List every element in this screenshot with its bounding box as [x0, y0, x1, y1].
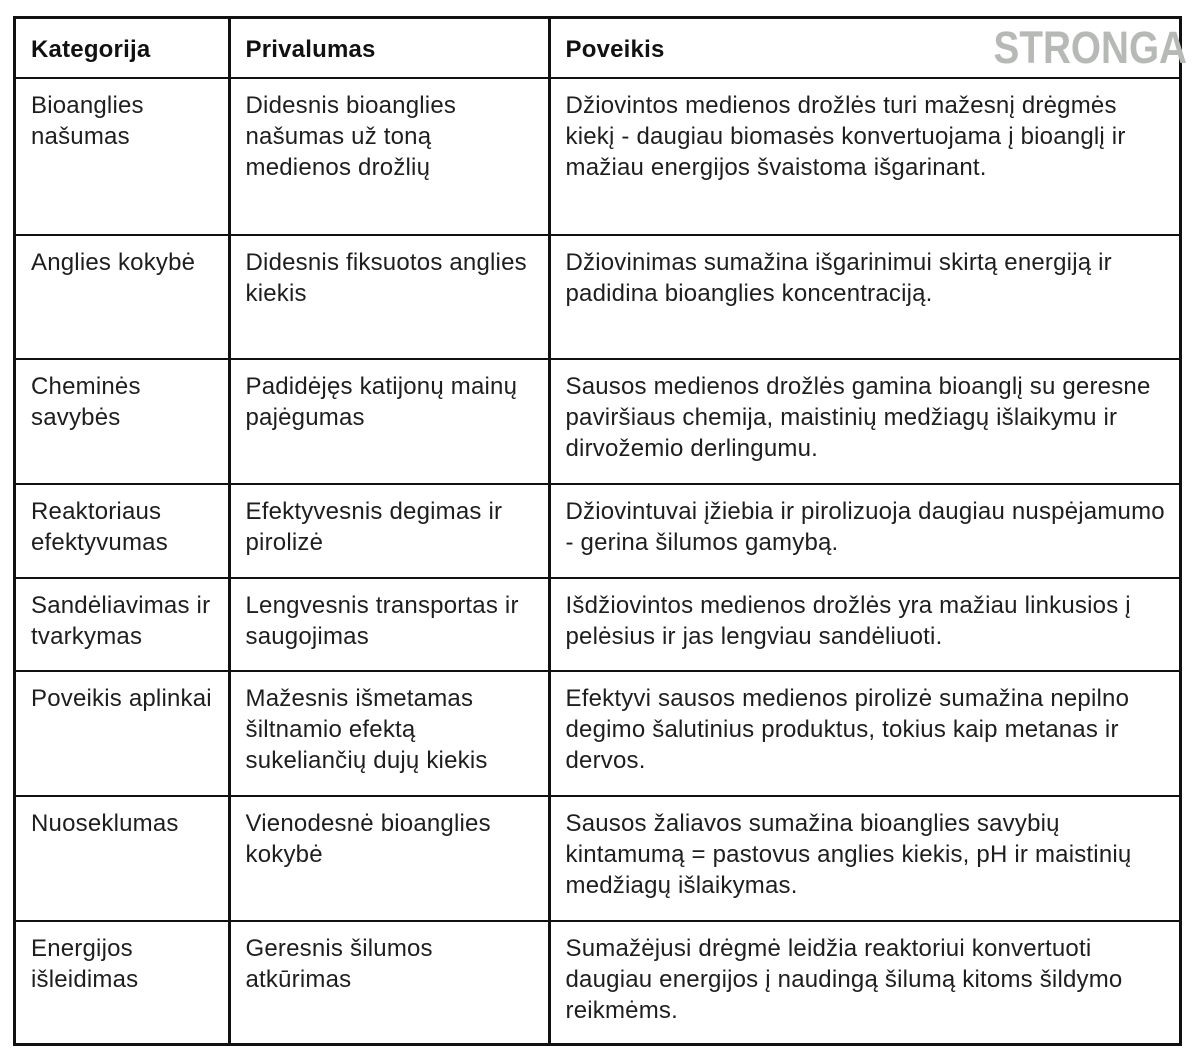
- table-row: [16, 671, 1179, 796]
- table-row: [16, 921, 1179, 1043]
- header-effect: Poveikis: [549, 19, 1179, 78]
- advantage-cell: Padidėjęs katijonų mainų pajėgumas: [229, 359, 549, 484]
- category-cell: Sandėliavimas ir tvarkymas: [16, 578, 229, 671]
- advantage-cell: Geresnis šilumos atkūrimas: [229, 921, 549, 1043]
- advantage-cell: Didesnis bioanglies našumas už toną medienos drožlių: [229, 78, 549, 235]
- table-row: [16, 796, 1179, 921]
- category-cell: Cheminės savybės: [16, 359, 229, 484]
- advantage-cell: Lengvesnis transportas ir saugojimas: [229, 578, 549, 671]
- comparison-table: [16, 19, 1179, 1043]
- table-row: [16, 235, 1179, 359]
- effect-cell: Džiovintos medienos drožlės turi mažesnį drėgmės kiekį - daugiau biomasės konvertuojama į bioanglį ir mažiau energijos švaistoma išgarinant.: [549, 78, 1179, 235]
- advantage-cell: Mažesnis išmetamas šiltnamio efektą sukeliančių dujų kiekis: [229, 671, 549, 796]
- header-category: Kategorija: [16, 19, 229, 78]
- table-row: [16, 484, 1179, 578]
- category-cell: Reaktoriaus efektyvumas: [16, 484, 229, 578]
- effect-cell: Sumažėjusi drėgmė leidžia reaktoriui konvertuoti daugiau energijos į naudingą šilumą kitoms šildymo reikmėms.: [549, 921, 1179, 1043]
- category-cell: Bioanglies našumas: [31, 92, 144, 150]
- category-cell: Anglies kokybė: [16, 235, 229, 359]
- effect-cell: Sausos žaliavos sumažina bioanglies savybių kintamumą = pastovus anglies kiekis, pH ir maistinių medžiagų išlaikymas.: [549, 796, 1179, 921]
- category-cell: Poveikis aplinkai: [16, 671, 229, 796]
- advantage-cell: Efektyvesnis degimas ir pirolizė: [229, 484, 549, 578]
- category-cell: Energijos išleidimas: [16, 921, 229, 1043]
- table-row: [16, 578, 1179, 671]
- table-row: [16, 78, 1179, 235]
- effect-cell: Išdžiovintos medienos drožlės yra mažiau linkusios į pelėsius ir jas lengviau sandėliuoti.: [549, 578, 1179, 671]
- header-advantage: Privalumas: [229, 19, 549, 78]
- effect-cell: Sausos medienos drožlės gamina bioanglį su geresne paviršiaus chemija, maistinių medžiagų išlaikymu ir dirvožemio derlingumu.: [549, 359, 1179, 484]
- stronga-watermark-logo: STRONGA: [993, 22, 1187, 73]
- effect-cell: Džiovinimas sumažina išgarinimui skirtą energiją ir padidina bioanglies koncentraciją.: [549, 235, 1179, 359]
- effect-cell: Džiovintuvai įžiebia ir pirolizuoja daugiau nuspėjamumo - gerina šilumos gamybą.: [549, 484, 1179, 578]
- comparison-table-container: [13, 16, 1182, 1046]
- table-row: [16, 359, 1179, 484]
- effect-cell: Efektyvi sausos medienos pirolizė sumažina nepilno degimo šalutinius produktus, tokius kaip metanas ir dervos.: [549, 671, 1179, 796]
- category-cell: Nuoseklumas: [16, 796, 229, 921]
- advantage-cell: Didesnis fiksuotos anglies kiekis: [229, 235, 549, 359]
- advantage-cell: Vienodesnė bioanglies kokybė: [229, 796, 549, 921]
